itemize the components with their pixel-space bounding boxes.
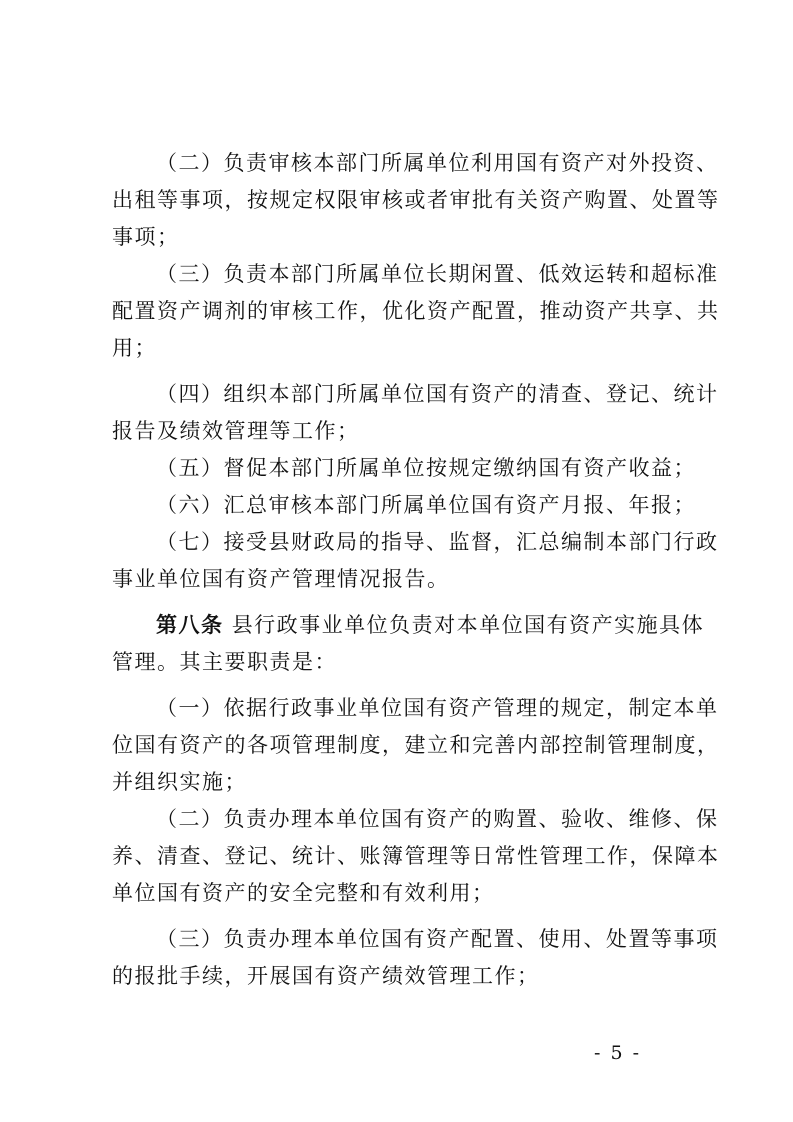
article-text: 县行政事业单位负责对本单位国有资产实施具体 (231, 613, 705, 637)
paragraph-line: （三）负责本部门所属单位长期闲置、低效运转和超标准 (156, 262, 719, 286)
paragraph-line: （四）组织本部门所属单位国有资产的清查、登记、统计 (156, 382, 719, 406)
paragraph-line: 养、清查、登记、统计、账簿管理等日常性管理工作，保障本 (112, 844, 720, 868)
paragraph-line: 用； (112, 336, 157, 360)
paragraph-line: 事业单位国有资产管理情况报告。 (112, 567, 450, 591)
paragraph-line: （三）负责办理本单位国有资产配置、使用、处置等事项 (156, 927, 719, 951)
article-heading: 第八条 (156, 613, 224, 637)
paragraph-line: 配置资产调剂的审核工作，优化资产配置，推动资产共享、共 (112, 299, 720, 323)
paragraph-line: 的报批手续，开展国有资产绩效管理工作； (112, 964, 540, 988)
paragraph-line: （五）督促本部门所属单位按规定缴纳国有资产收益； (156, 456, 696, 480)
article-eight-line (156, 608, 705, 642)
paragraph-line: （一）依据行政事业单位国有资产管理的规定，制定本单 (156, 696, 719, 720)
paragraph-line: 报告及绩效管理等工作； (112, 419, 360, 443)
paragraph-line: 事项； (112, 225, 180, 249)
page-number: - 5 - (594, 1042, 642, 1064)
paragraph-line: （二）负责审核本部门所属单位利用国有资产对外投资、 (156, 151, 719, 175)
paragraph-line: 出租等事项，按规定权限审核或者审批有关资产购置、处置等 (112, 188, 720, 212)
paragraph-line: （六）汇总审核本部门所属单位国有资产月报、年报； (156, 493, 696, 517)
paragraph-line: 管理。其主要职责是： (112, 650, 337, 674)
paragraph-line: （二）负责办理本单位国有资产的购置、验收、维修、保 (156, 807, 719, 831)
paragraph-line: （七）接受县财政局的指导、监督，汇总编制本部门行政 (156, 530, 719, 554)
paragraph-line: 位国有资产的各项管理制度，建立和完善内部控制管理制度， (112, 733, 720, 757)
paragraph-line: 并组织实施； (112, 770, 247, 794)
paragraph-line: 单位国有资产的安全完整和有效利用； (112, 881, 495, 905)
